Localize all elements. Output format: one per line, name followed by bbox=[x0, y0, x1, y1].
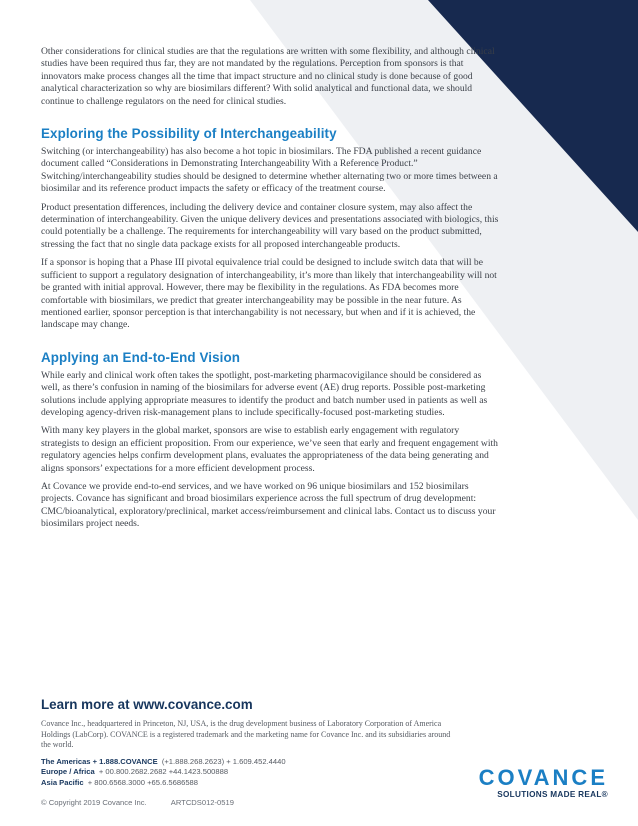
copyright-text: © Copyright 2019 Covance Inc. bbox=[41, 798, 147, 807]
interchangeability-paragraph: Switching (or interchangeability) has also become a hot topic in biosimilars. The FDA published a recent guidance document called “Considerations in Demonstrating Interchangeability With a Reference Product.” Switching/interchangeability studies should be designed to determine whether alternating two or more times between a biosimilar and its reference product impacts the safety or efficacy of the treatment course. bbox=[41, 146, 498, 195]
contact-line-americas bbox=[41, 757, 461, 767]
contact-region: The Americas + 1.888.COVANCE bbox=[41, 756, 158, 766]
logo-tagline: SOLUTIONS MADE REAL® bbox=[497, 790, 608, 799]
copyright-line bbox=[41, 798, 461, 807]
contact-numbers: + 800.6568.3000 +65.6.5686588 bbox=[87, 777, 198, 787]
article-body bbox=[41, 46, 499, 537]
logo-wordmark: COVANCE bbox=[478, 765, 608, 790]
interchangeability-paragraph: If a sponsor is hoping that a Phase III pivotal equivalence trial could be designed to include switch data that will be sufficient to support a regulatory designation of interchangeability, it’s more than likely that interchangeability will not be granted with initial approval. However, there may be flexibility in the regulations. As FDA becomes more comfortable with biosimilars, we predict that greater interchangeability may be possible in the near future. As mentioned earlier, sponsor perception is that interchangability is not necessary, but when and if it is achieved, the landscape may change. bbox=[41, 257, 497, 331]
end-to-end-paragraph: With many key players in the global market, sponsors are wise to establish early engagement with regulatory strategists to design an efficient proposition. From our experience, we’ve seen that early and frequent engagement with regulatory agencies helps confirm development plans, evaluates the appropriateness of the data being generating and aligns sponsors’ expectations for a more efficient development process. bbox=[41, 425, 498, 474]
contact-line-europe bbox=[41, 767, 461, 777]
interchangeability-paragraph: Product presentation differences, including the delivery device and container closure system, may also affect the determination of interchangeability. Given the unique delivery devices and presentations associated with biologics, this could potentially be a challenge. The requirements for interchangeability will vary based on the product submitted, stressing the fact that no single data package exists for all proposed interchangeable products. bbox=[41, 201, 499, 250]
section-heading-interchangeability: Exploring the Possibility of Interchangeability bbox=[41, 126, 337, 142]
company-about-text: Covance Inc., headquartered in Princeton, NJ, USA, is the drug development business of Laboratory Corporation of America Holdings (LabCorp). COVANCE is a registered trademark and the marketing name for Covance Inc. and its subsidiaries around the world. bbox=[41, 719, 451, 750]
end-to-end-paragraph: At Covance we provide end-to-end services, and we have worked on 96 unique biosimilars and 152 biosimilars projects. Covance has significant and broad biosimilars experience across the full spectrum of drug development: CMC/bioanalytical, exploratory/preclinical, market access/reimbursement and clinical labs. Contact us to discuss your biosimilars project needs. bbox=[41, 480, 496, 530]
contact-region: Asia Pacific bbox=[41, 777, 84, 787]
intro-paragraph: Other considerations for clinical studies are that the regulations are written with some flexibility, and although clinical studies have been required thus far, they are not mandated by the regulations. Perception from sponsors is that innovators make process changes all the time that impact structure and no clinical study is done because of good analytical characterization so why are biosimilars different? With solid analytical and functional data, we should continue to challenge regulators on the need for clinical studies. bbox=[41, 46, 495, 107]
section-heading-end-to-end: Applying an End-to-End Vision bbox=[41, 349, 241, 365]
footer bbox=[41, 697, 461, 807]
end-to-end-paragraph: While early and clinical work often takes the spotlight, post-marketing pharmacovigilance should be considered as well, as there’s confusion in naming of the biosimilars for adverse event (AE) drug reports. Possible post-marketing solutions include applying appropriate measures to identify the product and batch number used in patients as well as developing agency-driven risk-management plans to include specifically-focused post-marketing studies. bbox=[41, 369, 488, 418]
learn-more-link[interactable]: Learn more at www.covance.com bbox=[41, 697, 253, 712]
contact-numbers: (+1.888.268.2623) + 1.609.452.4440 bbox=[161, 756, 286, 766]
contact-region: Europe / Africa bbox=[41, 767, 95, 777]
contact-line-asia bbox=[41, 778, 461, 788]
covance-logo bbox=[468, 766, 608, 799]
contact-numbers: + 00.800.2682.2682 +44.1423.500888 bbox=[98, 767, 229, 777]
document-code: ARTCDS012-0519 bbox=[170, 798, 234, 807]
